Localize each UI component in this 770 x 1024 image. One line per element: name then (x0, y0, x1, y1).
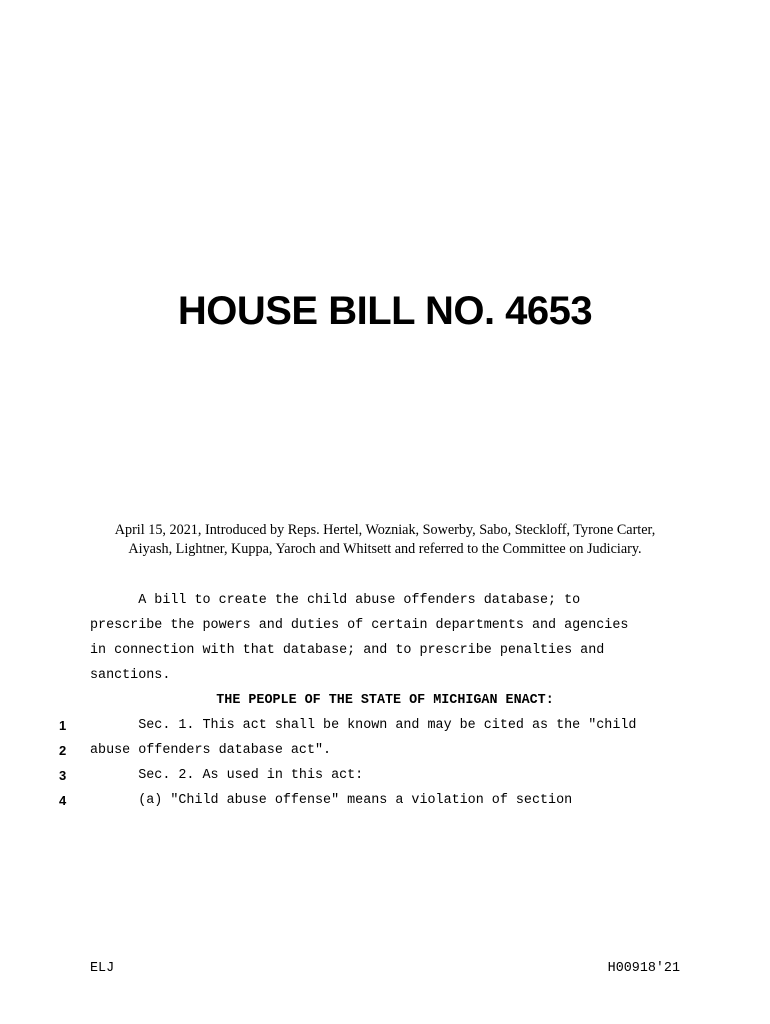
preamble-line: A bill to create the child abuse offenders database; to (90, 593, 581, 608)
introduction-line: April 15, 2021, Introduced by Reps. Hertel, Wozniak, Sowerby, Sabo, Steckloff, Tyrone Carter, (114, 522, 656, 538)
preamble-line: sanctions. (90, 668, 171, 683)
drafter-initials: ELJ (90, 961, 115, 976)
line-number: 3 (59, 768, 67, 783)
bill-title: HOUSE BILL NO. 4653 (177, 289, 593, 333)
introduction-line: Aiyash, Lightner, Kuppa, Yaroch and Whitsett and referred to the Committee on Judiciary. (128, 541, 642, 557)
document-code: H00918'21 (607, 961, 680, 976)
body-line: Sec. 1. This act shall be known and may be cited as the "child (90, 718, 637, 733)
preamble-line: prescribe the powers and duties of certain departments and agencies (90, 618, 629, 633)
enacting-clause: THE PEOPLE OF THE STATE OF MICHIGAN ENACT: (216, 693, 554, 708)
line-number: 2 (59, 743, 67, 758)
line-number: 4 (59, 793, 67, 808)
preamble-line: in connection with that database; and to prescribe penalties and (90, 643, 605, 658)
introduction-statement (90, 521, 680, 559)
body-line: abuse offenders database act". (90, 743, 332, 758)
body-line: (a) "Child abuse offense" means a violation of section (90, 793, 573, 808)
body-line: Sec. 2. As used in this act: (90, 768, 364, 783)
line-number: 1 (59, 718, 67, 733)
